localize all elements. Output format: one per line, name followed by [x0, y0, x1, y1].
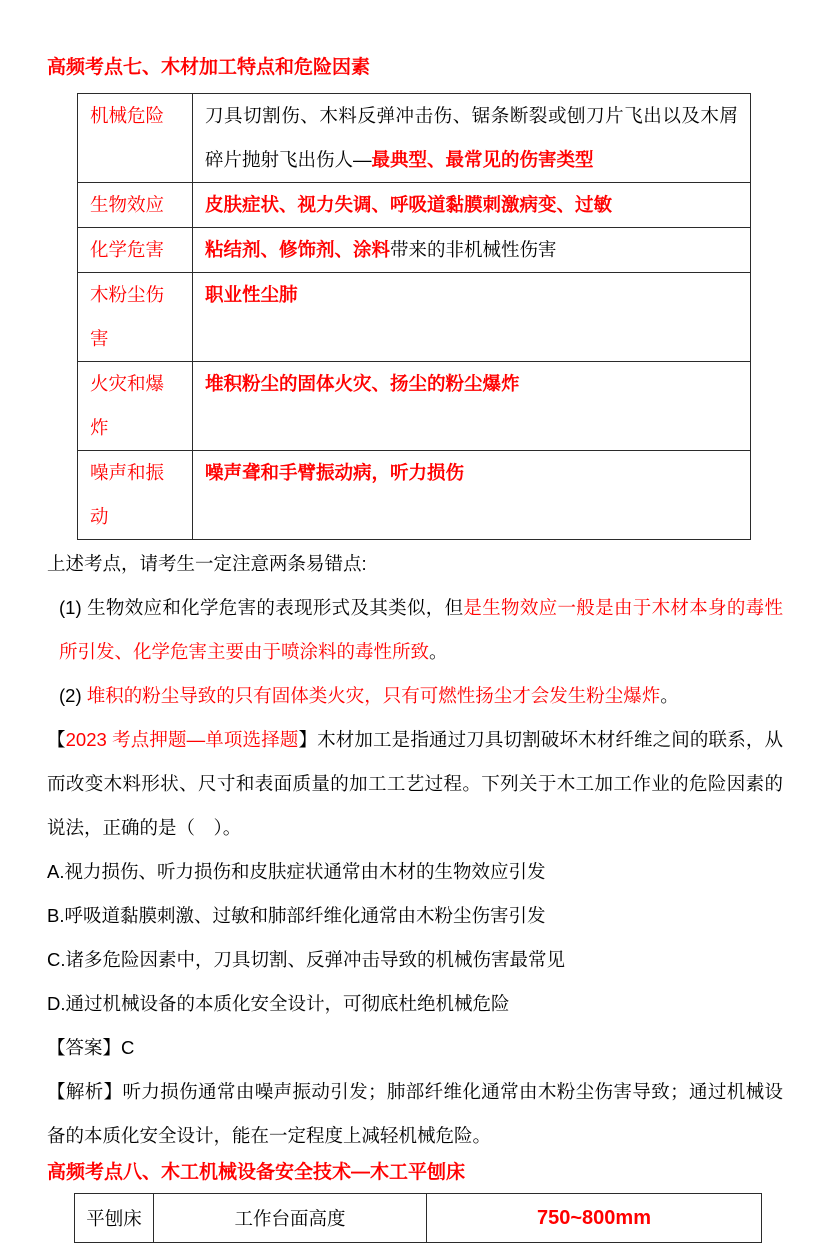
question-bracket: 【 [47, 729, 66, 750]
row-label: 噪声和振动 [78, 451, 193, 540]
planer-name-cell: 平刨床 [75, 1194, 154, 1243]
table-row [78, 362, 751, 451]
error-point-2 [47, 674, 783, 718]
hazard-factors-table [77, 93, 751, 540]
table-row [78, 94, 751, 183]
row-label: 木粉尘伤害 [78, 273, 193, 362]
row-content-red: 皮肤症状、视力失调、呼吸道黏膜刺激病变、过敏 [205, 194, 613, 215]
planer-machine-table [74, 1193, 762, 1243]
point-2-red: 堆积的粉尘导致的只有固体类火灾，只有可燃性扬尘才会发生粉尘爆炸 [86, 685, 661, 706]
option-c: C.诸多危险因素中，刀具切割、反弹冲击导致的机械伤害最常见 [47, 949, 566, 970]
row-label: 生物效应 [78, 183, 193, 228]
analysis-line: 【解析】听力损伤通常由噪声振动引发；肺部纤维化通常由木粉尘伤害导致；通过机械设备的本质化安全设计，能在一定程度上减轻机械危险。 [47, 1081, 783, 1146]
planer-property-cell: 工作台面高度 [154, 1194, 427, 1243]
point-1-red: 是生物效应一般是由于木材本身的毒性所引发、化学危害主要由于喷涂料的毒性所致 [59, 597, 783, 662]
row-content [193, 273, 751, 362]
row-content-black: 刀具切割伤、木料反弹冲击伤、锯条断裂或刨刀片飞出以及木屑碎片抛射飞出伤人— [205, 105, 738, 170]
table-row [75, 1194, 762, 1243]
error-point-1 [47, 586, 783, 674]
option-a: A.视力损伤、听力损伤和皮肤症状通常由木材的生物效应引发 [47, 861, 546, 882]
table-row [78, 451, 751, 540]
question-stem [47, 718, 783, 850]
answer-line: 【答案】C [47, 1037, 135, 1058]
row-content [193, 228, 751, 273]
row-content-red: 职业性尘肺 [205, 284, 298, 305]
point-2-black: (2) [59, 685, 87, 706]
row-content [193, 451, 751, 540]
option-b: B.呼吸道黏膜刺激、过敏和肺部纤维化通常由木粉尘伤害引发 [47, 905, 546, 926]
point-2-period: 。 [660, 685, 679, 706]
table-row [78, 228, 751, 273]
row-content-red: 噪声聋和手臂振动病，听力损伤 [205, 462, 465, 483]
point-1-period: 。 [429, 641, 448, 662]
question-text: 】木材加工是指通过刀具切割破坏木材纤维之间的联系，从而改变木料形状、尺寸和表面质量的加工工艺过程。下列关于木工加工作业的危险因素的说法，正确的是（ ）。 [47, 729, 783, 838]
table-row [78, 183, 751, 228]
question-tag: 2023 考点押题—单项选择题 [65, 729, 299, 750]
point-1-black: (1) 生物效应和化学危害的表现形式及其类似，但 [59, 597, 464, 618]
row-content [193, 183, 751, 228]
option-d: D.通过机械设备的本质化安全设计，可彻底杜绝机械危险 [47, 993, 510, 1014]
planer-value-cell: 750~800mm [427, 1194, 762, 1243]
section-7-title: 高频考点七、木材加工特点和危险因素 [47, 57, 371, 78]
row-label: 化学危害 [78, 228, 193, 273]
section-8-title: 高频考点八、木工机械设备安全技术—木工平刨床 [47, 1162, 466, 1183]
table-row [78, 273, 751, 362]
row-label: 火灾和爆炸 [78, 362, 193, 451]
row-content [193, 362, 751, 451]
row-label: 机械危险 [78, 94, 193, 183]
row-content-red: 堆积粉尘的固体火灾、扬尘的粉尘爆炸 [205, 373, 520, 394]
row-content-red: 最典型、最常见的伤害类型 [371, 149, 594, 170]
row-content [193, 94, 751, 183]
body-text [47, 542, 783, 1158]
row-content-red: 粘结剂、修饰剂、涂料 [205, 239, 391, 260]
note-line: 上述考点，请考生一定注意两条易错点: [47, 553, 367, 574]
row-content-black: 带来的非机械性伤害 [390, 239, 557, 260]
